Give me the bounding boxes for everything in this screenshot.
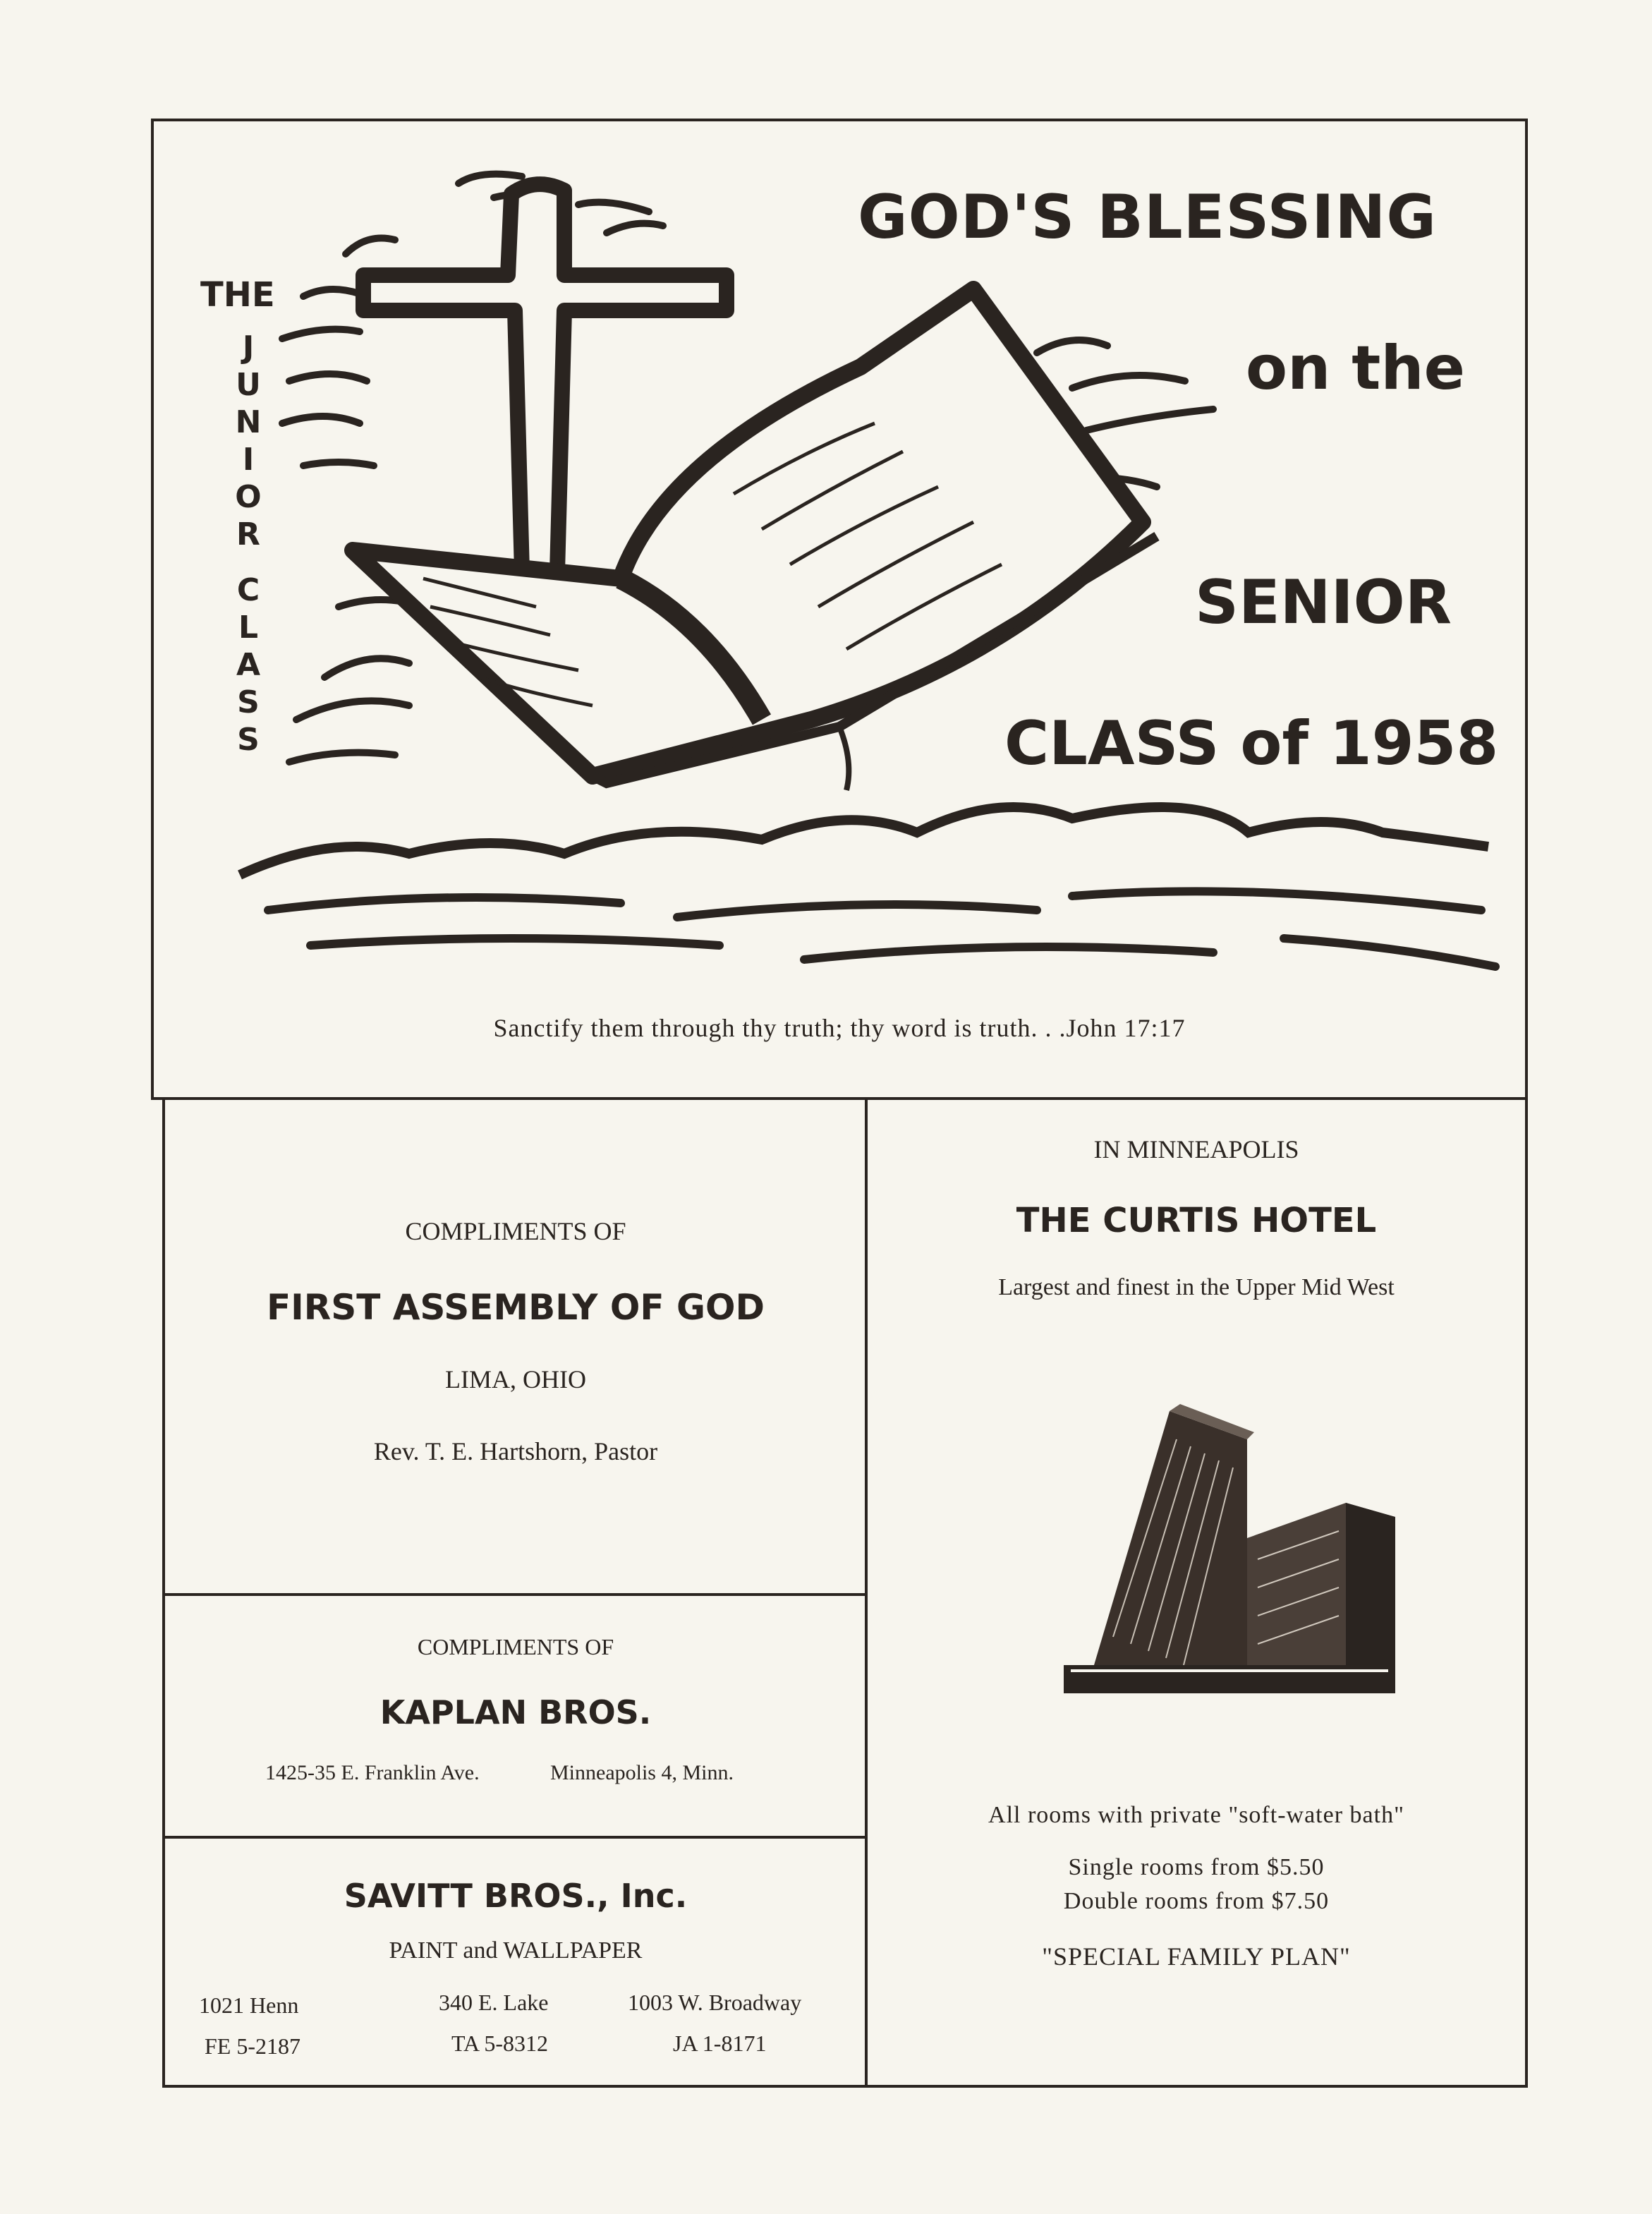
kaplan-address: 1425-35 E. Franklin Ave. — [265, 1761, 480, 1784]
banner-divider — [151, 1097, 1528, 1100]
location-phone: TA 5-8312 — [451, 2031, 548, 2056]
church-city: LIMA, OHIO — [445, 1365, 586, 1393]
compliments-of: COMPLIMENTS OF — [405, 1217, 626, 1245]
headline-class-of-1958: CLASS of 1958 — [1004, 708, 1499, 779]
church-name: FIRST ASSEMBLY OF GOD — [266, 1287, 765, 1328]
location-phone: JA 1-8171 — [673, 2031, 767, 2056]
hotel-name: THE CURTIS HOTEL — [1016, 1201, 1377, 1240]
mountains-shape — [240, 807, 1488, 875]
headline-on-the: on the — [1246, 333, 1465, 404]
vertical-letter: L — [238, 610, 259, 646]
ad-divider-1 — [162, 1593, 866, 1596]
hotel-single-rate: Single rooms from $5.50 — [1068, 1854, 1325, 1880]
headline-gods-blessing: GOD'S BLESSING — [858, 182, 1437, 253]
kaplan-name: KAPLAN BROS. — [379, 1693, 652, 1731]
vertical-letter: I — [242, 442, 255, 478]
hotel-building-illustration — [1064, 1397, 1395, 1693]
location-phone: FE 5-2187 — [205, 2033, 300, 2059]
top-border — [151, 119, 1528, 121]
compliments-of: COMPLIMENTS OF — [417, 1634, 614, 1659]
hotel-rooms: All rooms with private "soft-water bath" — [988, 1802, 1404, 1828]
hotel-location: IN MINNEAPOLIS — [1093, 1135, 1299, 1163]
location-street: 1021 Henn — [199, 1992, 299, 2018]
vertical-title-top: THE — [200, 275, 275, 315]
vertical-letter: C — [236, 572, 260, 608]
hotel-double-rate: Double rooms from $7.50 — [1063, 1888, 1330, 1914]
headline-senior: SENIOR — [1195, 567, 1452, 638]
vertical-letter: J — [242, 329, 255, 365]
vertical-letter: S — [237, 684, 260, 720]
vertical-letter: S — [237, 722, 260, 758]
vertical-letter: A — [236, 647, 261, 683]
savitt-name: SAVITT BROS., Inc. — [344, 1877, 688, 1915]
left-border-top — [151, 119, 154, 1099]
kaplan-city: Minneapolis 4, Minn. — [550, 1761, 734, 1784]
vertical-letter: R — [236, 516, 260, 552]
vertical-letter: N — [235, 404, 262, 440]
hotel-slogan: Largest and finest in the Upper Mid West — [998, 1274, 1395, 1300]
location-street: 1003 W. Broadway — [628, 1990, 802, 2015]
church-pastor: Rev. T. E. Hartshorn, Pastor — [373, 1437, 658, 1465]
bottom-border — [162, 2085, 1528, 2088]
vertical-letter: U — [236, 367, 261, 403]
bible-verse: Sanctify them through thy truth; thy word is truth. . .John 17:17 — [493, 1014, 1186, 1042]
savitt-tagline: PAINT and WALLPAPER — [389, 1937, 643, 1964]
ad-divider-2 — [162, 1836, 866, 1839]
vertical-letter: O — [235, 479, 262, 515]
location-street: 340 E. Lake — [439, 1990, 549, 2015]
hotel-family-plan: "SPECIAL FAMILY PLAN" — [1042, 1942, 1351, 1971]
